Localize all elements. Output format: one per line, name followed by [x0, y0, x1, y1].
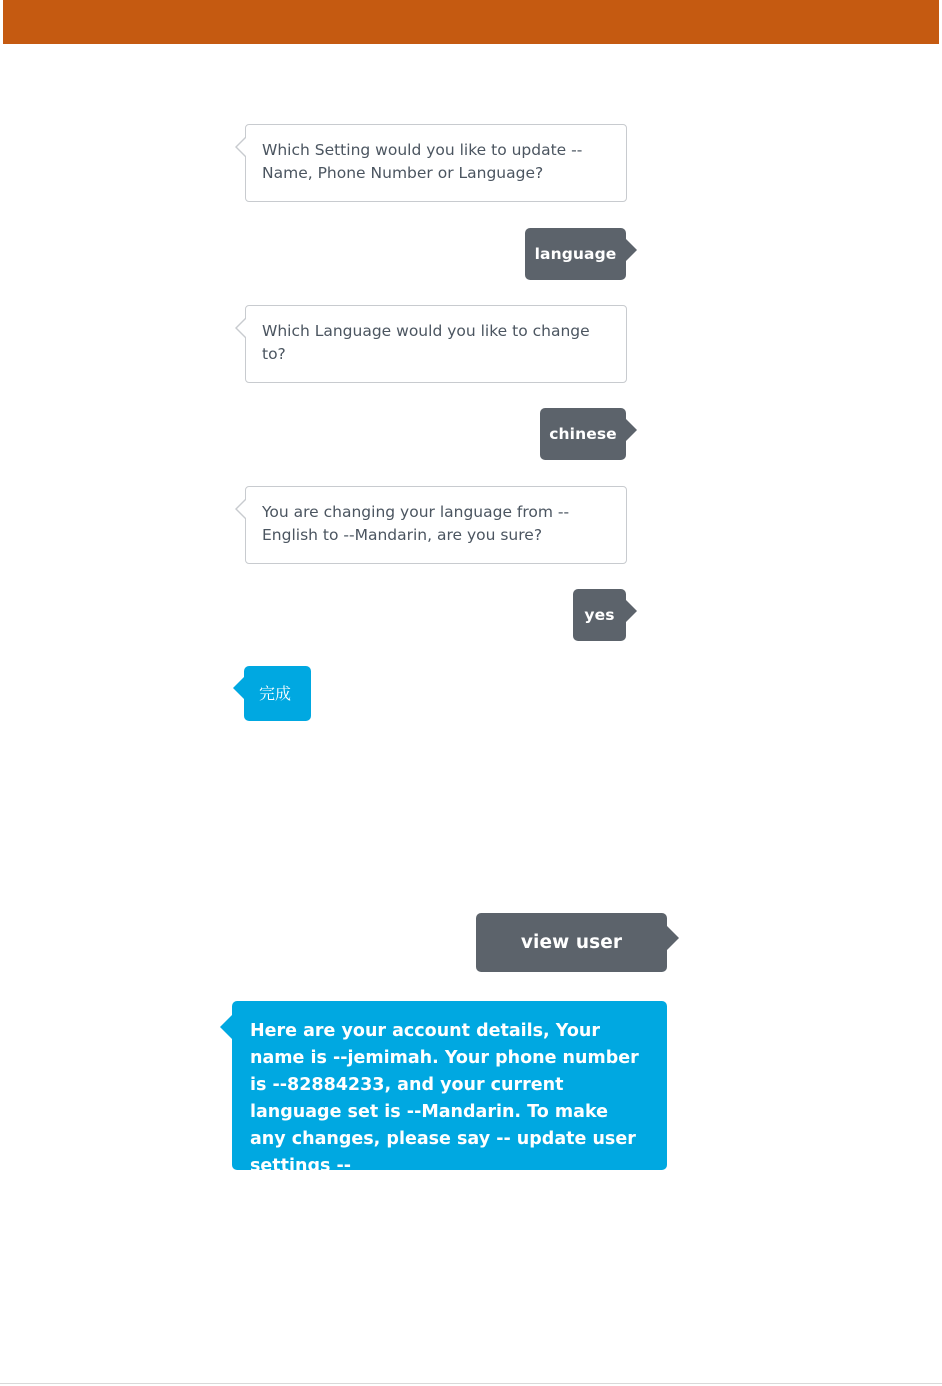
bot-prompt-confirmation — [245, 486, 627, 564]
bot-prompt-language-choice — [245, 305, 627, 383]
alexa-reply-text: Here are your account details, Your name is --jemimah. Your phone number is --82884233, and your current language set is --Mandarin. To make any changes, please say -- update user settings -- — [250, 1021, 639, 1176]
bot-prompt-text: Which Language would you like to change to? — [262, 322, 590, 363]
bot-prompt-text: Which Setting would you like to update -- Name, Phone Number or Language? — [262, 141, 583, 182]
user-utterance-text: language — [534, 245, 617, 263]
user-utterance-language — [525, 228, 626, 280]
page-bottom-divider — [0, 1383, 942, 1384]
user-utterance-text: view user — [520, 932, 623, 953]
user-utterance-view-settings — [476, 913, 667, 972]
alexa-reply-account-details — [232, 1001, 667, 1176]
header-bar — [3, 0, 939, 44]
user-utterance-text: yes — [584, 606, 615, 624]
bot-prompt-setting-choice — [245, 124, 627, 202]
alexa-reply-text: 完成 — [259, 684, 292, 703]
bot-prompt-text: You are changing your language from --English to --Mandarin, are you sure? — [262, 503, 570, 544]
user-utterance-chinese — [540, 408, 626, 460]
user-utterance-yes — [573, 589, 626, 641]
user-utterance-text: chinese — [549, 425, 617, 443]
alexa-reply-done — [244, 666, 311, 721]
